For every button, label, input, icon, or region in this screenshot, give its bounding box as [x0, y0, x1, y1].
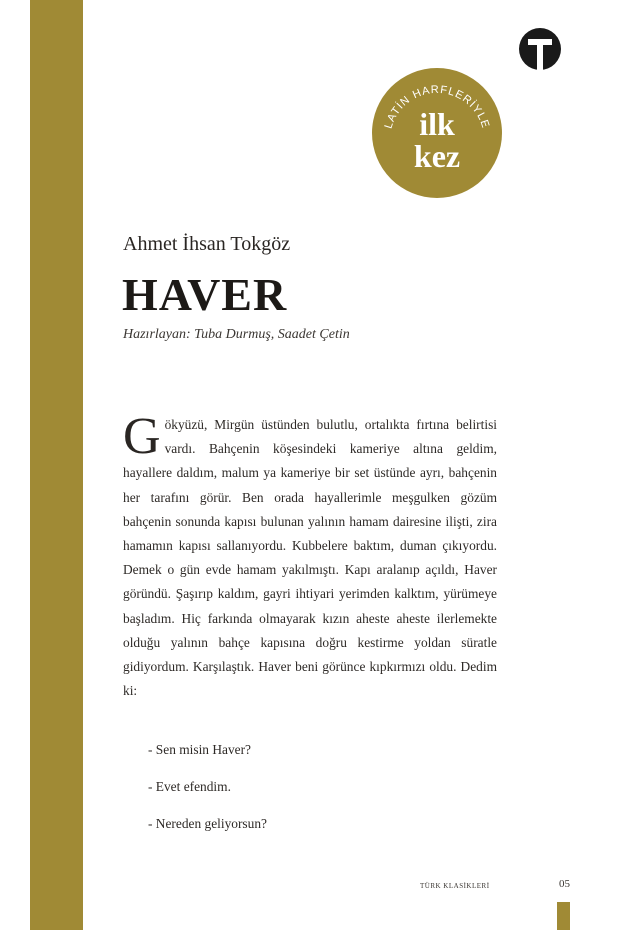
gold-spine-band: [30, 0, 83, 930]
dialogue-line-3: - Nereden geliyorsun?: [148, 816, 267, 831]
page-number: 05: [559, 878, 570, 890]
drop-cap: G: [123, 408, 161, 465]
dialogue-line-1: - Sen misin Haver?: [148, 742, 252, 757]
publisher-logo-icon: [519, 28, 561, 70]
editors-credit: Hazırlayan: Tuba Durmuş, Saadet Çetin: [123, 327, 350, 342]
gold-corner-tab: [557, 902, 570, 930]
body-paragraph: [123, 408, 497, 703]
badge-arc-text: LATİN HARFLERİYLE: [382, 83, 492, 131]
ilk-kez-badge: [372, 68, 502, 198]
badge-line-1: ilk: [419, 106, 455, 142]
dialogue-line-2: - Evet efendim.: [148, 779, 231, 794]
series-label: TÜRK KLASİKLERİ: [420, 882, 490, 890]
badge-line-2: kez: [413, 138, 461, 174]
book-title: HAVER: [122, 269, 288, 320]
paragraph-text: ökyüzü, Mirgün üstünden bulutlu, ortalıkta fırtına belirtisi vardı. Bahçenin köşesindeki kameriye altına geldim, hayallere daldım, malum ya kameriye bir set üstünde ayrı, bahçenin her tarafını görür. Ben orada hayallerimle meşgulken gözüm bahçenin sonunda kapısı bulunan yalının hamam dairesine ilişti, zira hamamın kapısı sallanıyordu. Kubbelere baktım, duman çıkıyordu. Demek o gün evde hamam yakılmıştı. Kapı aralanıp açıldı, Haver göründü. Şaşırıp kaldım, gayri ihtiyari yerimden kalktım, yürümeye başladım. Hiç farkında olmayarak kızın aheste aheste ilerlemekte olduğu yalının bahçe kapısına doğru kestirme yoldan süratle gidiyordum. Karşılaştık. Haver beni görünce kıpkırmızı oldu. Dedim ki:: [123, 417, 497, 699]
author-name: Ahmet İhsan Tokgöz: [123, 233, 291, 255]
